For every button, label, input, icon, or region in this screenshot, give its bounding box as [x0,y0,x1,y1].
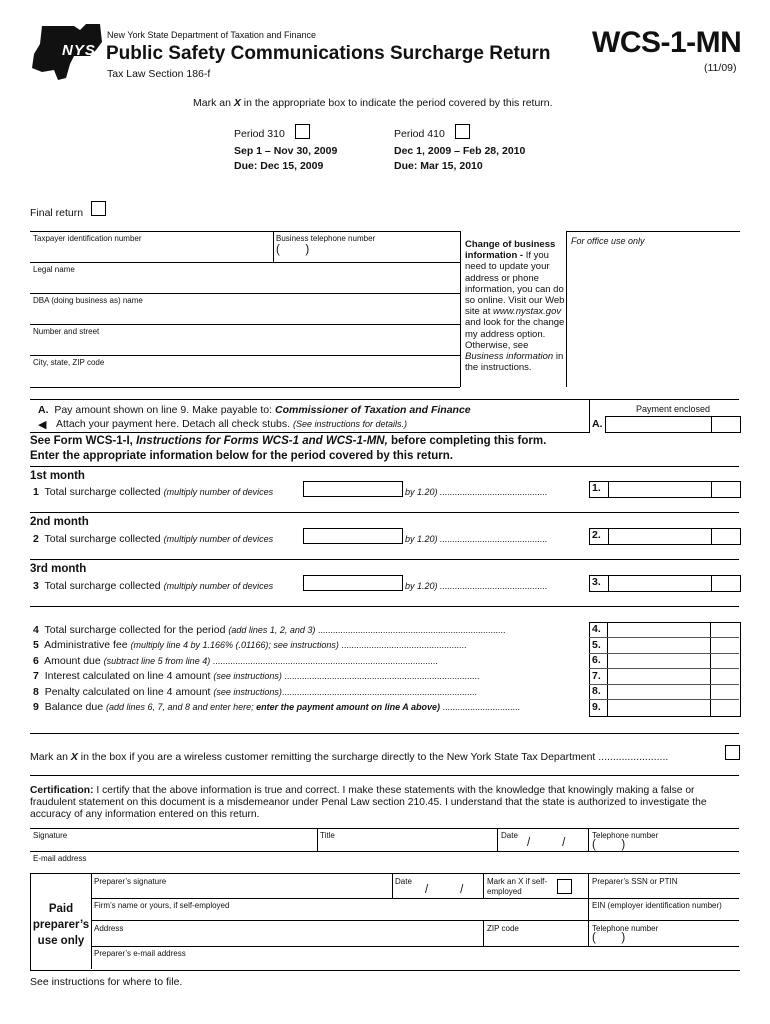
preparer-email-field[interactable] [92,958,738,968]
see-form-note [30,435,546,447]
period-310-label: Period 310 [234,128,285,140]
line-6-note: (subtract line 5 from line 4) [103,656,211,666]
line-5-note: (multiply line 4 by 1.166% (.01166); see instructions) [130,640,339,650]
line-4-text: Total surcharge collected for the period [44,624,229,636]
date-field[interactable] [498,839,587,850]
line-2-by [405,534,548,544]
certification-body: I certify that the above information is true and correct. I make these statements with the knowledge that knowingly making a false or fraudulent statement on this document is a misdemeanor under Penal Law section 210.45. I understand that the state is authorized to investigate the accuracy of any information entered on this return. [30,785,707,820]
line-5-amount[interactable] [608,638,738,652]
final-return-checkbox[interactable] [91,201,106,216]
period-310-due: Due: Dec 15, 2009 [234,160,324,172]
telephone-label: Telephone number [592,831,659,840]
line-6-num: 6 [33,655,39,667]
period-310-dates: Sep 1 – Nov 30, 2009 [234,145,338,157]
certification-head: Certification: [30,785,94,796]
line-3-by [405,581,548,591]
line-8-note: (see instructions) [213,687,282,697]
preparer-date-label: Date [395,877,412,886]
line-3-row [33,580,273,592]
payment-line-a [38,404,471,416]
firm-name-label: Firm’s name or yours, if self-employed [94,901,230,910]
line-1-tag: 1. [592,482,601,494]
instruction-post: in the appropriate box to indicate the period covered by this return. [240,97,553,109]
line-1-by-text: by 1.20) [405,487,438,497]
change-info-body2: and look for the change my address option. Otherwise, see [465,317,565,351]
line-2-dots: ........................................... [437,534,548,544]
telephone-parens: ( ) [592,839,626,851]
tax-law-section: Tax Law Section 186-f [107,68,211,80]
payment-a-label: A. [38,404,49,416]
business-phone-parens: ( ) [276,244,310,256]
line-5-num: 5 [33,639,39,651]
line-3-by-text: by 1.20) [405,581,438,591]
line-7-tag: 7. [592,670,601,682]
period-410-due: Due: Mar 15, 2010 [394,160,483,172]
period-410-checkbox[interactable] [455,124,470,139]
line-1-by [405,487,548,497]
line-1-dots: ........................................... [437,487,548,497]
wireless-customer-checkbox[interactable] [725,745,740,760]
email-field[interactable] [31,862,738,872]
line-5-tag: 5. [592,639,601,651]
see-form-pre: See Form WCS-1-I, [30,435,137,447]
line-2-by-text: by 1.20) [405,534,438,544]
line-2-note: (multiply number of devices [163,534,274,544]
dba-field[interactable] [31,307,459,323]
month-1-head: 1st month [30,470,85,482]
footer-note: See instructions for where to file. [30,976,183,988]
wireless-x: X [70,751,78,763]
arrow-left-icon: ◀ [38,419,47,431]
line-2-amount[interactable] [589,528,741,545]
month-2-head: 2nd month [30,516,89,528]
change-business-info [465,239,565,373]
line-3-dots: ........................................... [437,581,548,591]
line-8-num: 8 [33,686,39,698]
preparer-phone-parens: ( ) [592,932,626,944]
certification-text [30,785,742,821]
email-label: E-mail address [33,854,87,863]
preparer-ssn-field[interactable] [589,887,738,897]
zip-code-field[interactable] [484,933,587,945]
line-9-tag: 9. [592,701,601,713]
office-use-label: For office use only [571,236,645,246]
city-label: City, state, ZIP code [33,358,105,367]
month-3-head: 3rd month [30,563,87,575]
line-5-text: Administrative fee [44,639,131,651]
change-info-body: If you need to update your address or phone information, you can do so online. Visit our Web site at [465,250,565,318]
line-3-amount[interactable] [589,575,741,592]
line-1-note: (multiply number of devices [163,487,274,497]
change-info-head: Change of business information - [465,239,556,262]
line-9-num: 9 [33,701,39,713]
line-4-tag: 4. [592,623,601,635]
line-2-num: 2 [33,533,39,545]
line-9-note-b: enter the payment amount on line A above) [256,702,440,712]
line-6-amount[interactable] [608,654,738,668]
line-3-num: 3 [33,580,39,592]
line-5-dots: .................................................. [338,640,467,650]
office-use-box [566,231,740,387]
self-employed-checkbox[interactable] [557,879,572,894]
line-8-tag: 8. [592,685,601,697]
line-a-amount[interactable] [605,416,741,433]
payment-text2: Attach your payment here. Detach all check stubs. [56,418,293,430]
department-name: New York State Department of Taxation and Finance [107,30,316,40]
date-label: Date [501,831,518,840]
see-form-title: Instructions for Forms WCS-1 and WCS-1-MN, [136,435,388,447]
enter-info-note: Enter the appropriate information below for the period covered by this return. [30,450,453,462]
form-revision: (11/09) [704,62,737,74]
preparer-date-field[interactable] [393,887,482,897]
line-4-row [33,624,588,636]
payment-enclosed-label: Payment enclosed [636,404,711,414]
preparer-date-slashes: / / [425,884,464,896]
payment-payee: Commissioner of Taxation and Finance [274,404,471,416]
line-2-tag: 2. [592,529,601,541]
zip-code-label: ZIP code [487,924,519,933]
instruction-pre: Mark an [193,97,234,109]
form-id: WCS-1-MN [592,26,742,59]
payment-line-attach [56,418,407,430]
line-8-dots: .............................................................................. [281,687,477,697]
line-7-num: 7 [33,670,39,682]
line-4-note: (add lines 1, 2, and 3) [228,625,316,635]
payment-text2b: (See instructions for details.) [292,419,407,429]
self-employed-label: Mark an X if self-employed [487,877,548,896]
line-2-text: Total surcharge collected [44,533,161,545]
telephone-field[interactable] [589,839,738,850]
tin-field[interactable] [31,244,271,260]
logo-text: NYS [62,42,96,59]
month-2-devices-field[interactable] [303,528,403,544]
line-2-row [33,533,273,545]
payment-text1: Pay amount shown on line 9. Make payable to: [54,404,275,416]
month-3-devices-field[interactable] [303,575,403,591]
signature-label: Signature [33,831,68,840]
line-9-amount[interactable] [608,700,738,714]
instruction-x: X [233,97,241,109]
period-410-dates: Dec 1, 2009 – Feb 28, 2010 [394,145,526,157]
line-8-row [33,686,588,698]
wireless-customer-note [30,751,668,763]
street-label: Number and street [33,327,100,336]
title-label: Title [320,831,335,840]
period-410-label: Period 410 [394,128,445,140]
change-info-ref: Business information [465,351,554,363]
title-field[interactable] [318,839,496,850]
preparer-signature-label: Preparer’s signature [94,877,167,886]
preparer-address-field[interactable] [92,933,482,945]
line-1-amount[interactable] [589,481,741,498]
line-6-text: Amount due [44,655,104,667]
firm-name-field[interactable] [92,910,587,919]
period-310-checkbox[interactable] [295,124,310,139]
line-1-row [33,486,273,498]
line-9-row [33,701,588,713]
preparer-email-label: Preparer’s e-mail address [94,949,186,958]
line-7-dots: .............................................................................. [281,671,480,681]
line-8-amount[interactable] [608,685,738,699]
wireless-post: in the box if you are a wireless customer remitting the surcharge directly to the New York State Tax Department ........................ [77,751,669,763]
preparer-phone-field[interactable] [589,933,738,945]
tin-label: Taxpayer identification number [33,234,142,243]
preparer-ssn-label: Preparer’s SSN or PTIN [592,877,678,886]
city-field[interactable] [31,369,459,385]
line-7-row [33,670,588,682]
dba-label: DBA (doing business as) name [33,296,143,305]
line-4-amount[interactable] [608,623,738,637]
preparer-signature-field[interactable] [92,887,391,897]
final-return-label: Final return [30,207,84,219]
legal-name-label: Legal name [33,265,75,274]
ein-field[interactable] [589,910,738,919]
line-4-dots: ........................................................................... [315,625,506,635]
line-5-row [33,639,588,651]
line-6-dots: .......................................................................................... [210,656,438,666]
line-3-tag: 3. [592,576,601,588]
period-instruction [193,97,553,109]
line-9-note: (add lines 6, 7, and 8 and enter here; [106,702,257,712]
change-info-tail: in the instructions. [465,351,564,374]
line-6-row [33,655,588,667]
line-8-text: Penalty calculated on line 4 amount [44,686,214,698]
date-slashes: / / [527,837,566,849]
preparer-phone-label: Telephone number [592,924,659,933]
business-phone-label: Business telephone number [276,234,376,243]
line-a-tag: A. [592,418,603,430]
line-3-note: (multiply number of devices [163,581,274,591]
ein-label: EIN (employer identification number) [592,901,722,910]
paid-preparer-label: Paid preparer’s use only [32,903,90,947]
line-7-note: (see instructions) [213,671,282,681]
line-7-amount[interactable] [608,669,738,683]
change-info-site: www.nystax.gov [493,306,562,318]
line-9-text: Balance due [44,701,106,713]
line-9-dots: ............................... [439,702,520,712]
line-6-tag: 6. [592,654,601,666]
line-1-text: Total surcharge collected [44,486,161,498]
signature-field[interactable] [31,839,315,850]
street-field[interactable] [31,338,459,354]
see-form-post: before completing this form. [387,435,547,447]
legal-name-field[interactable] [31,276,459,292]
line-4-num: 4 [33,624,39,636]
month-1-devices-field[interactable] [303,481,403,497]
preparer-address-label: Address [94,924,124,933]
form-title: Public Safety Communications Surcharge Return [106,43,551,64]
line-3-text: Total surcharge collected [44,580,161,592]
line-1-num: 1 [33,486,39,498]
business-phone-field[interactable] [290,244,455,260]
wireless-pre: Mark an [30,751,71,763]
line-7-text: Interest calculated on line 4 amount [44,670,214,682]
